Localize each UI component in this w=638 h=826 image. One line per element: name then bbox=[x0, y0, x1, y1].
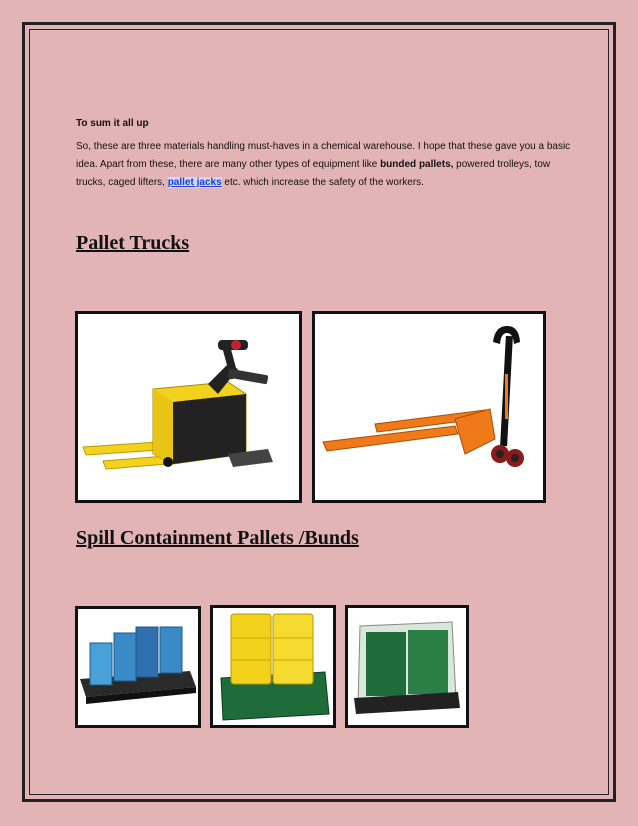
covered-ibc-bund-image bbox=[348, 608, 466, 725]
pallet-trucks-title: Pallet Trucks bbox=[76, 232, 190, 254]
summary-paragraph bbox=[76, 138, 576, 192]
hand-pallet-jack-photo bbox=[312, 311, 546, 503]
summary-heading: To sum it all up bbox=[76, 118, 149, 129]
spill-pallets-title: Spill Containment Pallets /Bunds bbox=[76, 527, 359, 549]
covered-ibc-bund-photo bbox=[345, 605, 469, 728]
two-drum-spill-pallet-photo bbox=[210, 605, 336, 728]
electric-pallet-truck-image bbox=[78, 314, 299, 500]
summary-text-end: etc. which increase the safety of the workers. bbox=[221, 177, 424, 188]
pallet-jacks-link[interactable]: pallet jacks bbox=[167, 177, 222, 188]
four-drum-spill-pallet-photo bbox=[75, 606, 201, 728]
two-drum-spill-pallet-image bbox=[213, 608, 333, 725]
four-drum-spill-pallet-image bbox=[78, 609, 198, 725]
hand-pallet-jack-image bbox=[315, 314, 543, 500]
bunded-pallets-term: bunded pallets, bbox=[380, 159, 454, 170]
summary-text-start: So, these are three materials handling must-haves in a chemical warehouse. I hope that these gave you a basic idea. Apart from these, there are many other types of equipment like bbox=[76, 141, 571, 170]
electric-pallet-truck-photo bbox=[75, 311, 302, 503]
summary-text-mid: powered trolleys, tow trucks, caged lifters, bbox=[76, 159, 551, 188]
